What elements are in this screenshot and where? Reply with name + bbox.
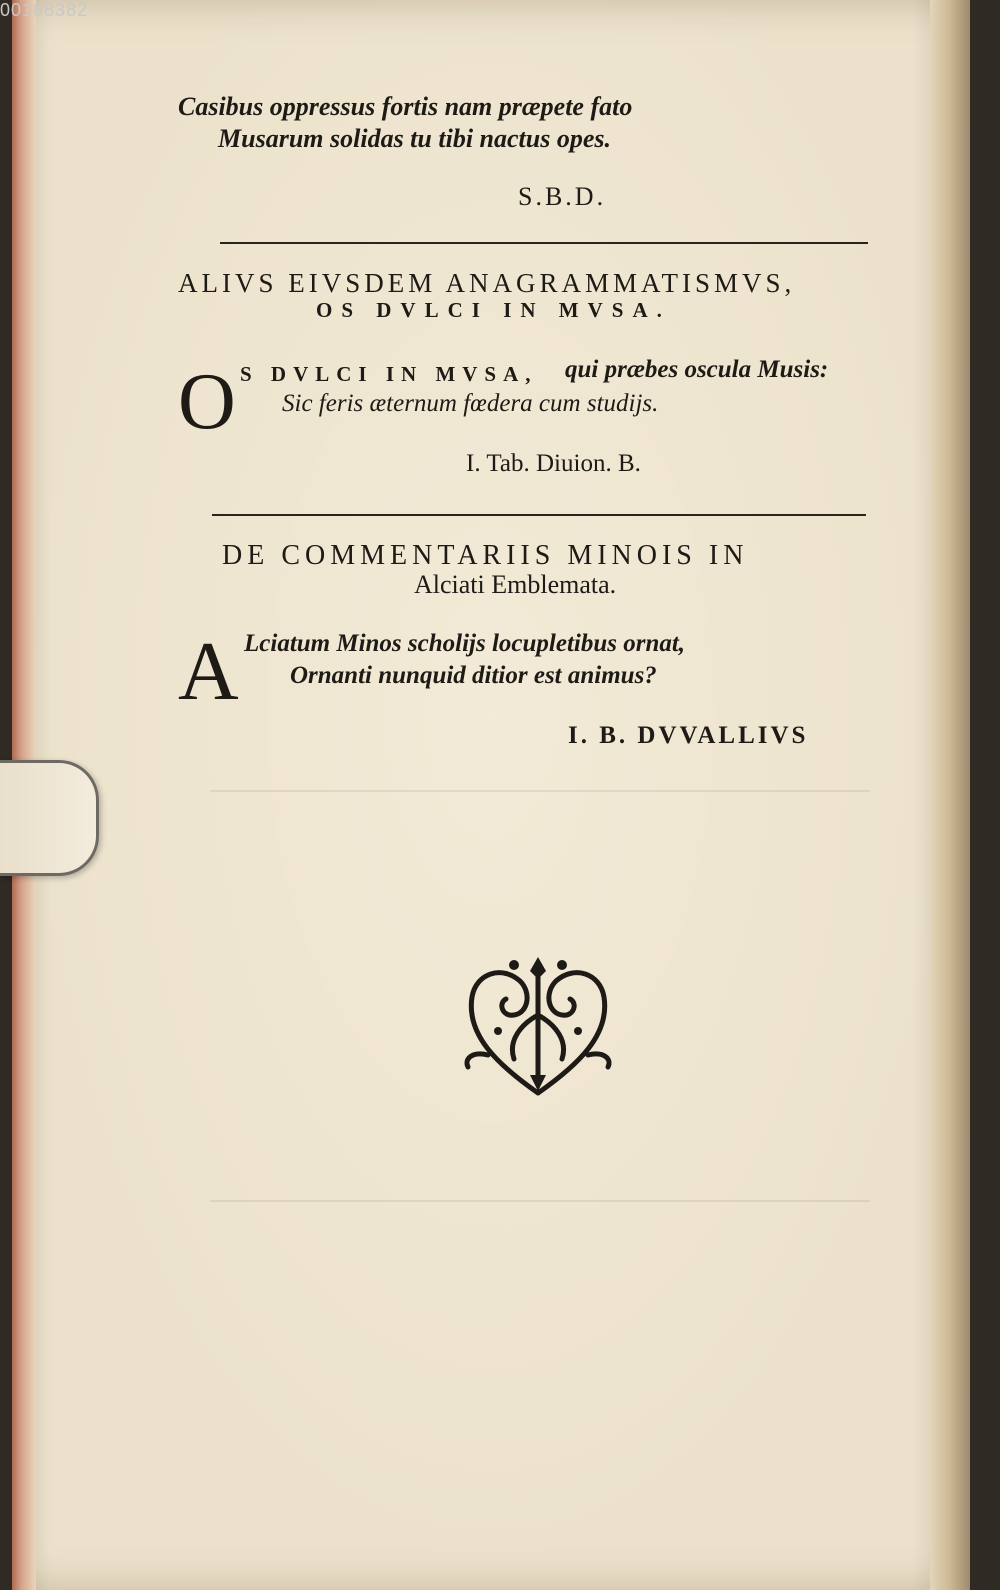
divider-2 xyxy=(212,514,866,516)
section2-subheading: OS DVLCI IN MVSA. xyxy=(316,298,671,322)
divider-1 xyxy=(220,242,868,244)
section2-line1-caps: S DVLCI IN MVSA, xyxy=(240,362,538,386)
poem1-signature: S.B.D. xyxy=(518,182,607,211)
page-clip xyxy=(0,760,99,876)
section3-line2: Ornanti nunquid ditior est animus? xyxy=(290,662,657,689)
poem1-line2: Musarum solidas tu tibi nactus opes. xyxy=(218,124,611,153)
section3-heading: DE COMMENTARIIS MINOIS IN xyxy=(222,540,749,571)
page-fore-edge xyxy=(930,0,970,1590)
section3-signature: I. B. DVVALLIVS xyxy=(568,722,809,749)
dropcap-o: O xyxy=(178,358,236,446)
show-through-rule xyxy=(210,790,870,792)
book-page xyxy=(12,0,970,1590)
show-through-rule xyxy=(210,1200,870,1202)
section3-subheading: Alciati Emblemata. xyxy=(414,570,617,599)
section2-signature: I. Tab. Diuion. B. xyxy=(466,450,641,477)
section2-line2: Sic feris æternum fœdera cum studijs. xyxy=(282,390,659,417)
poem1-line1: Casibus oppressus fortis nam præpete fato xyxy=(178,92,633,121)
archive-id: 00108382 xyxy=(0,0,89,20)
section3-line1: Lciatum Minos scholijs locupletibus ornat, xyxy=(244,630,686,657)
dropcap-a: A xyxy=(178,625,239,718)
ornament-fleuron-icon xyxy=(458,955,618,1100)
section2-heading: ALIVS EIVSDEM ANAGRAMMATISMVS, xyxy=(178,268,796,298)
section2-line1-rest: qui præbes oscula Musis: xyxy=(565,356,829,383)
